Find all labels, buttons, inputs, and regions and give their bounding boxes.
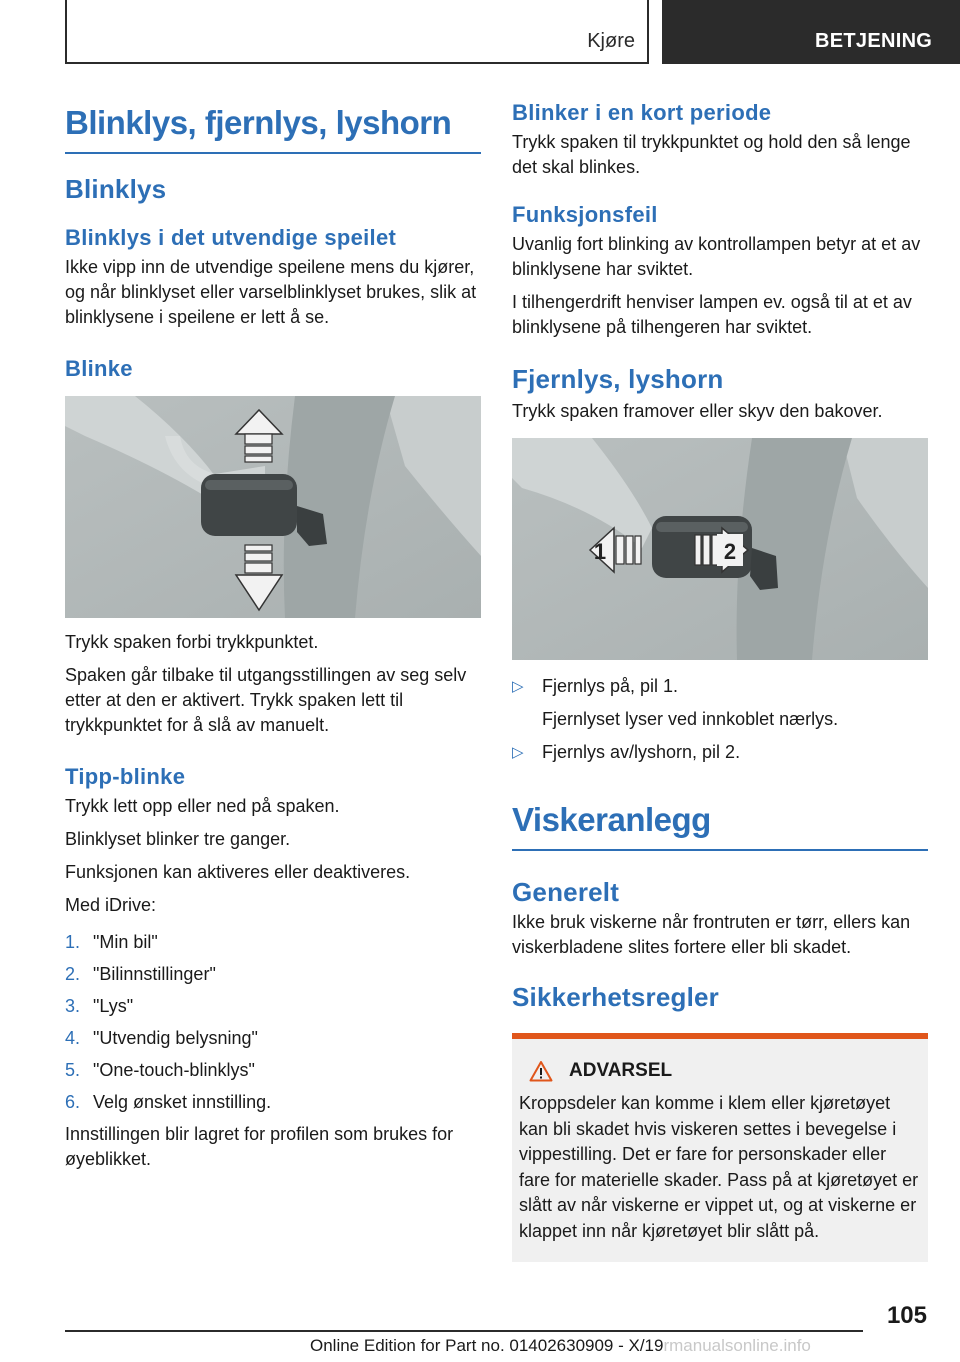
list-item: [512, 674, 928, 699]
paragraph-kort: Trykk spaken til trykkpunktet og hold den så lenge det skal blinkes.: [512, 132, 911, 177]
figure-label-1: 1: [593, 539, 607, 564]
paragraph-blinke-2: Spaken går tilbake til utgangsstillingen av seg selv etter at den er aktivert. Trykk spaken lett til trykkpunktet for å slå av manuelt.: [65, 665, 467, 735]
step-number: 1.: [65, 932, 81, 952]
footer-divider: [65, 1330, 863, 1332]
figure-high-beam-lever: [512, 438, 928, 660]
heading-blinklys: Blinklys: [65, 174, 167, 204]
footer-edition-text: Online Edition for Part no. 01402630909 - X/19: [310, 1336, 664, 1355]
paragraph-blinke-1: Trykk spaken forbi trykkpunktet.: [65, 632, 319, 652]
left-column: [65, 100, 481, 1172]
high-beam-list: [512, 674, 928, 765]
step-number: 5.: [65, 1060, 81, 1080]
heading-fjernlys: Fjernlys, lyshorn: [512, 364, 724, 394]
paragraph-tipp-2: Blinklyset blinker tre ganger.: [65, 829, 291, 849]
heading-tipp: Tipp-blinke: [65, 764, 186, 789]
heading-sikkerhet: Sikkerhetsregler: [512, 982, 719, 1012]
triangle-bullet-icon: ▷: [512, 678, 524, 695]
warning-icon: [529, 1060, 553, 1082]
warning-text: Kroppsdeler kan komme i klem eller kjøretøyet kan bli skadet hvis viskeren settes i bevegelse i vippestilling. Det er fare for personskader eller fare for materielle skader. Pass på at kjøretøyet er slått av når viskerne er vippet ut, og at viskerne er klappet inn når kjøretøyet blir slått på.: [519, 1093, 919, 1241]
bullet-subtext: Fjernlyset lyser ved innkoblet nærlys.: [542, 709, 839, 729]
page-title: Blinklys, fjernlys, lyshorn: [65, 100, 481, 154]
header-frame: [65, 0, 649, 64]
section-title-visker: Viskeranlegg: [512, 797, 928, 851]
list-item: [65, 930, 481, 962]
page-number: 105: [886, 1302, 927, 1329]
idrive-steps: [65, 930, 481, 1122]
step-text: "Min bil": [93, 932, 158, 952]
warning-box: [512, 1033, 928, 1262]
step-number: 4.: [65, 1028, 81, 1048]
paragraph-feil-2: I tilhengerdrift henviser lampen ev. også til at et av blinklysene på tilhengeren har sviktet.: [512, 292, 912, 337]
warning-title: ADVARSEL: [569, 1060, 673, 1081]
paragraph-saved: Innstillingen blir lagret for profilen som brukes for øyeblikket.: [65, 1124, 454, 1169]
figure-label-2: 2: [723, 539, 737, 564]
heading-funksjonsfeil: Funksjonsfeil: [512, 202, 658, 227]
triangle-bullet-icon: ▷: [512, 744, 524, 761]
header-section: Kjøre: [587, 30, 635, 52]
paragraph-mirror: Ikke vipp inn de utvendige speilene mens du kjører, og når blinklyset eller varselblinklyset brukes, slik at blinklysene i speilene er lett å se.: [65, 257, 477, 327]
paragraph-tipp-1: Trykk lett opp eller ned på spaken.: [65, 796, 340, 816]
step-text: "Bilinnstillinger": [93, 964, 216, 984]
step-text: Velg ønsket innstilling.: [93, 1092, 272, 1112]
paragraph-fjernlys: Trykk spaken framover eller skyv den bakover.: [512, 401, 883, 421]
paragraph-tipp-3: Funksjonen kan aktiveres eller deaktiveres.: [65, 862, 411, 882]
list-item: [512, 707, 928, 732]
list-item: [512, 740, 928, 765]
footer-brand: rmanualsonline.info: [663, 1336, 811, 1355]
heading-mirror: Blinklys i det utvendige speilet: [65, 225, 397, 250]
list-item: [65, 962, 481, 994]
bullet-text: Fjernlys på, pil 1.: [542, 676, 679, 696]
right-column: [512, 100, 928, 1262]
bullet-text: Fjernlys av/lyshorn, pil 2.: [542, 742, 741, 762]
list-item: [65, 1026, 481, 1058]
heading-blinke: Blinke: [65, 356, 133, 381]
list-item: [65, 1090, 481, 1122]
paragraph-tipp-4: Med iDrive:: [65, 895, 157, 915]
heading-generelt: Generelt: [512, 877, 620, 907]
paragraph-feil-1: Uvanlig fort blinking av kontrollampen betyr at et av blinklysene har sviktet.: [512, 234, 921, 279]
footer-edition: [310, 1336, 811, 1356]
figure-turn-signal-lever: [65, 396, 481, 618]
step-text: "One-touch-blinklys": [93, 1060, 255, 1080]
step-number: 2.: [65, 964, 81, 984]
step-text: "Lys": [93, 996, 134, 1016]
step-number: 3.: [65, 996, 81, 1016]
step-number: 6.: [65, 1092, 81, 1112]
step-text: "Utvendig belysning": [93, 1028, 258, 1048]
list-item: [65, 1058, 481, 1090]
list-item: [65, 994, 481, 1026]
warning-title-row: [519, 1057, 920, 1085]
paragraph-generelt: Ikke bruk viskerne når frontruten er tørr, ellers kan viskerbladene slites fortere eller bli skadet.: [512, 912, 911, 957]
header-chapter: BETJENING: [662, 0, 960, 64]
heading-kort: Blinker i en kort periode: [512, 100, 772, 125]
